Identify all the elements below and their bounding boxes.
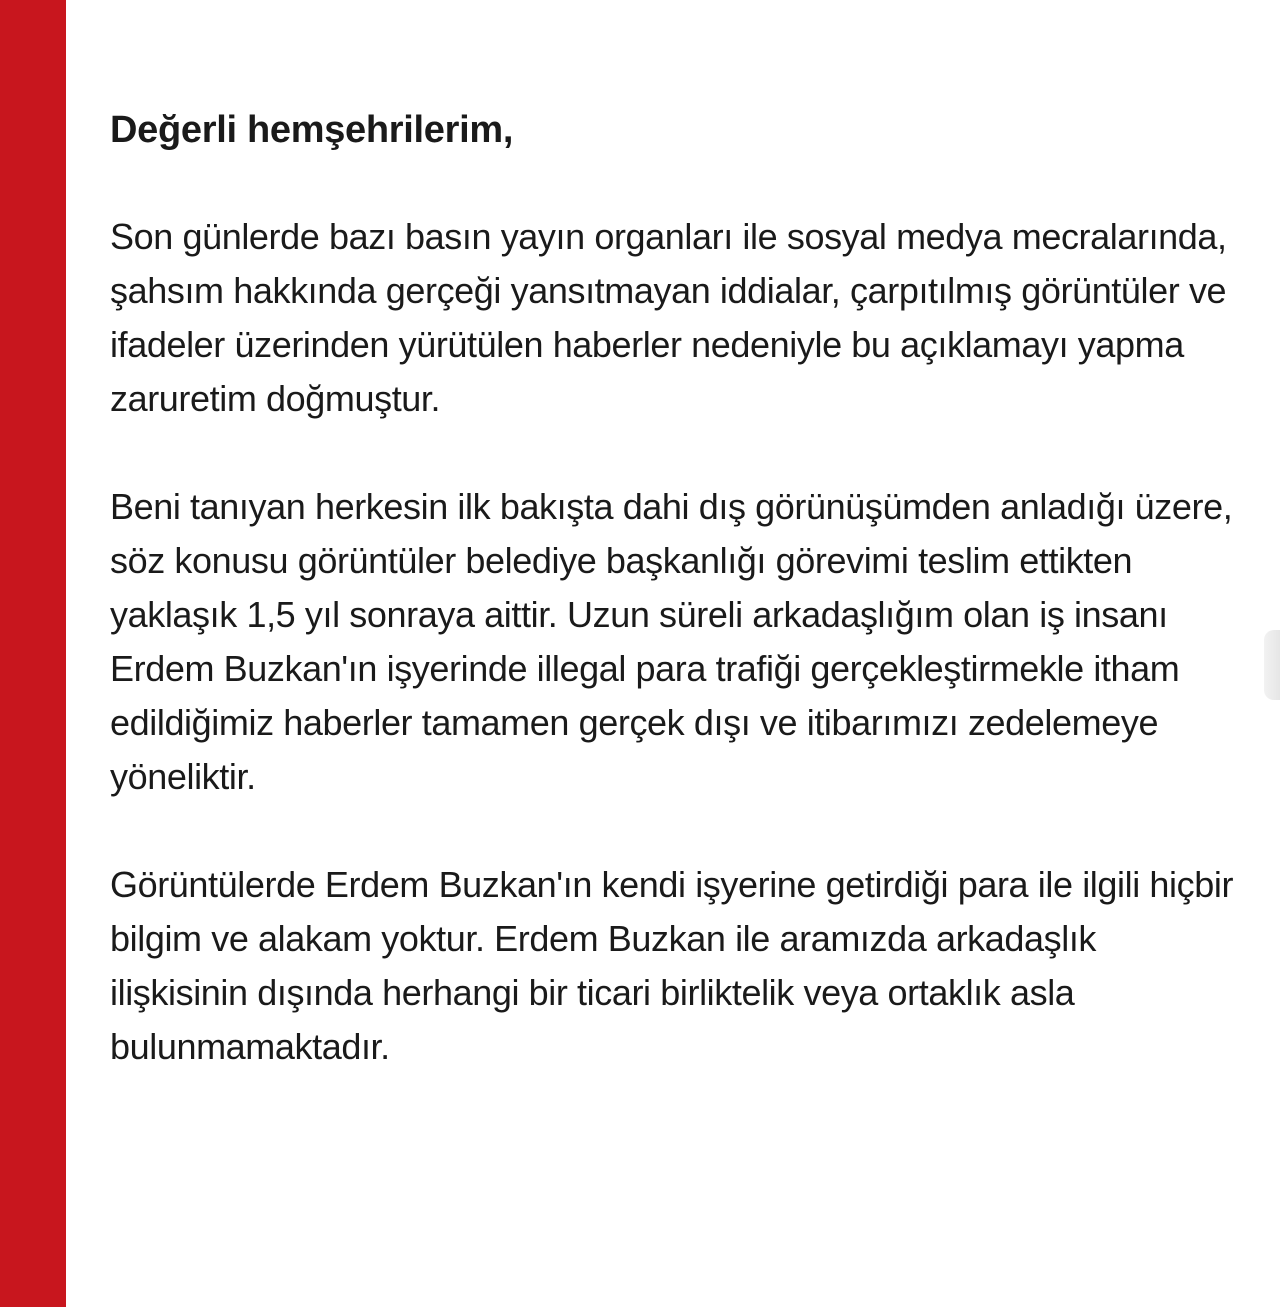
letter-greeting: Değerli hemşehrilerim, bbox=[110, 109, 514, 151]
letter-body bbox=[110, 100, 1240, 1128]
letter-paragraph-3: Görüntülerde Erdem Buzkan'ın kendi işyerine getirdiği para ile ilgili hiçbir bilgim ve alakam yoktur. Erdem Buzkan ile aramızda arkadaşlık ilişkisinin dışında herhangi bir ticari birliktelik veya ortaklık asla bulunmamaktadır. bbox=[110, 864, 1234, 1067]
letter-paragraph-1: Son günlerde bazı basın yayın organları ile sosyal medya mecralarında, şahsım hakkında gerçeği yansıtmayan iddialar, çarpıtılmış görüntüler ve ifadeler üzerinden yürütülen haberler nedeniyle bu açıklamayı yapma zaruretim doğmuştur. bbox=[110, 216, 1227, 419]
accent-bar bbox=[0, 0, 66, 1307]
letter-paragraph-2: Beni tanıyan herkesin ilk bakışta dahi dış görünüşümden anladığı üzere, söz konusu görüntüler belediye başkanlığı görevimi teslim ettikten yaklaşık 1,5 yıl sonraya aittir. Uzun süreli arkadaşlığım olan iş insanı Erdem Buzkan'ın işyerinde illegal para trafiği gerçekleştirmekle itham edildiğimiz haberler tamamen gerçek dışı ve itibarımızı zedelemeye yöneliktir. bbox=[110, 486, 1233, 797]
next-slide-edge-indicator[interactable] bbox=[1264, 630, 1280, 700]
